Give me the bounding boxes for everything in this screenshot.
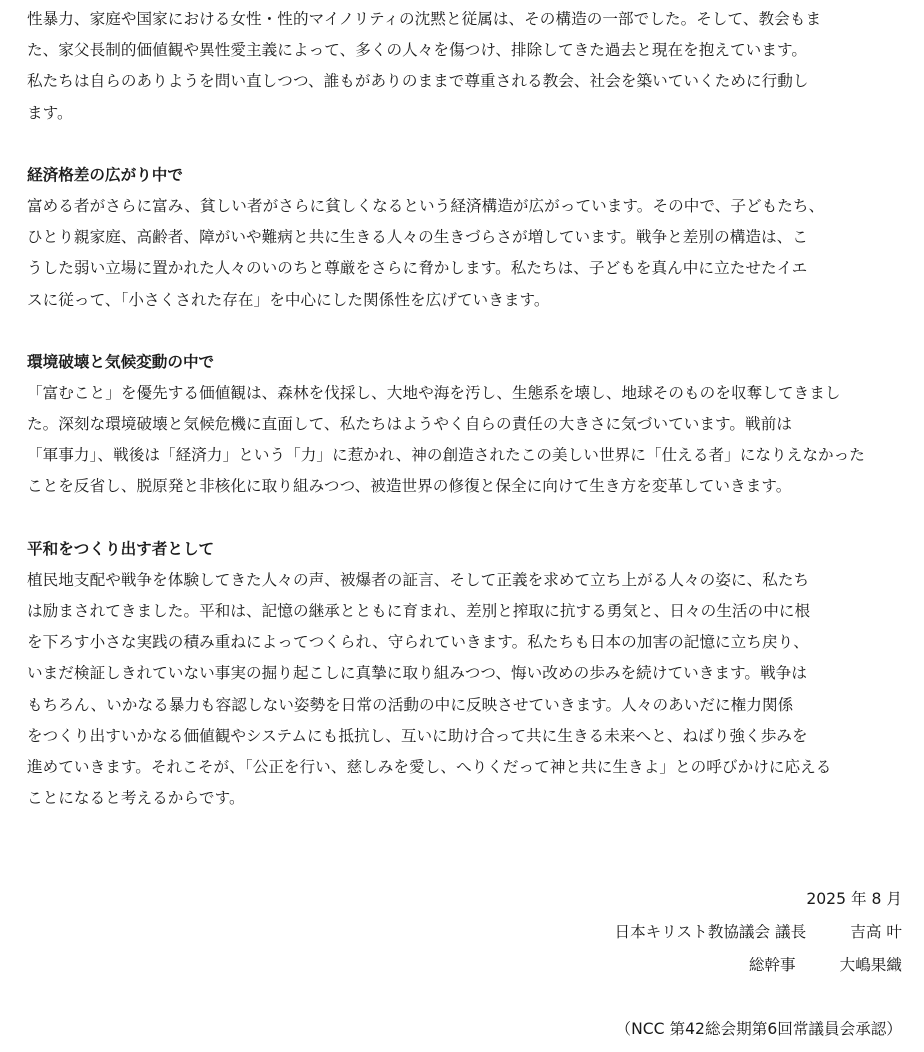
text-line: ことになると考えるからです。 — [27, 789, 245, 808]
text-line: ひとり親家庭、高齢者、障がいや難病と共に生きる人々の生きづらさが増しています。戦争と差別の構造は、こ — [27, 228, 808, 247]
text-line: うした弱い立場に置かれた人々のいのちと尊厳をさらに脅かします。私たちは、子どもを真ん中に立たせたイエ — [27, 259, 808, 278]
text-line: スに従って、「小さくされた存在」を中心にした関係性を広げていきます。 — [27, 290, 550, 309]
section-heading: 平和をつくり出す者として — [27, 539, 215, 558]
secretary-line — [614, 949, 902, 982]
paragraph-spacer — [27, 129, 905, 160]
section-heading: 経済格差の広がり中で — [27, 165, 183, 184]
text-line: ます。 — [27, 103, 73, 122]
text-line: 性暴力、家庭や国家における女性・性的マイノリティの沈黙と従属は、その構造の一部でした。そして、教会もま — [27, 10, 822, 28]
general-secretary-title: 総幹事 — [748, 956, 796, 974]
chair-name: 吉高 叶 — [850, 923, 902, 941]
text-line: をつくり出すいかなる価値観やシステムにも抵抗し、互いに助け合って共に生きる未来へと、ねばり強く歩みを — [27, 726, 808, 745]
text-line: 私たちは自らのありようを問い直しつつ、誰もがありのままで尊重される教会、社会を築いていくために行動し — [27, 72, 809, 91]
intro-paragraph — [27, 4, 905, 129]
section-economic-disparity — [27, 160, 905, 316]
text-line: 植民地支配や戦争を体験してきた人々の声、被爆者の証言、そして正義を求めて立ち上がる人々の姿に、私たち — [27, 570, 810, 589]
text-line: ことを反省し、脱原発と非核化に取り組みつつ、被造世界の修復と保全に向けて生き方を変革していきます。 — [27, 477, 792, 496]
general-secretary-name: 大嶋果織 — [839, 956, 902, 974]
text-line: を下ろす小さな実践の積み重ねによってつくられ、守られていきます。私たちも日本の加害の記憶に立ち戻り、 — [27, 633, 809, 652]
paragraph-spacer — [27, 503, 905, 534]
text-line: は励まされてきました。平和は、記憶の継承とともに育まれ、差別と搾取に抗する勇気と、日々の生活の中に根 — [27, 602, 811, 620]
statement-document — [27, 4, 905, 814]
text-line: た。深刻な環境破壊と気候危機に直面して、私たちはようやく自らの責任の大きさに気づいています。戦前は — [27, 415, 792, 434]
paragraph-spacer — [27, 316, 905, 347]
chair-line — [614, 916, 902, 949]
org-chair-title: 日本キリスト教協議会 議長 — [614, 923, 807, 941]
date-line: 2025 年 8 月 — [806, 890, 902, 908]
text-line: 「富むこと」を優先する価値観は、森林を伐採し、大地や海を汚し、生態系を壊し、地球そのものを収奪してきまし — [27, 383, 841, 402]
text-line: もちろん、いかなる暴力も容認しない姿勢を日常の活動の中に反映させていきます。人々のあいだに権力関係 — [27, 695, 794, 714]
text-line: た、家父長制的価値観や異性愛主義によって、多くの人々を傷つけ、排除してきた過去と現在を抱えています。 — [27, 41, 808, 60]
text-line: 富める者がさらに富み、貧しい者がさらに貧しくなるという経済構造が広がっています。その中で、子どもたち、 — [27, 196, 825, 215]
section-environment-climate — [27, 347, 905, 503]
text-line: 進めていきます。それこそが、「公正を行い、慈しみを愛し、へりくだって神と共に生きよ」との呼びかけに応える — [27, 757, 832, 776]
text-line: 「軍事力」、戦後は「経済力」という「力」に惹かれ、神の創造されたこの美しい世界に「仕える者」になりえなかった — [27, 446, 865, 465]
signature-block — [614, 883, 902, 982]
text-line: いまだ検証しきれていない事実の掘り起こしに真摯に取り組みつつ、悔い改めの歩みを続けていきます。戦争は — [27, 664, 808, 683]
approval-note: （NCC 第42総会期第6回常議員会承認） — [615, 1020, 902, 1038]
section-peacemakers — [27, 534, 905, 815]
section-heading: 環境破壊と気候変動の中で — [27, 352, 215, 371]
